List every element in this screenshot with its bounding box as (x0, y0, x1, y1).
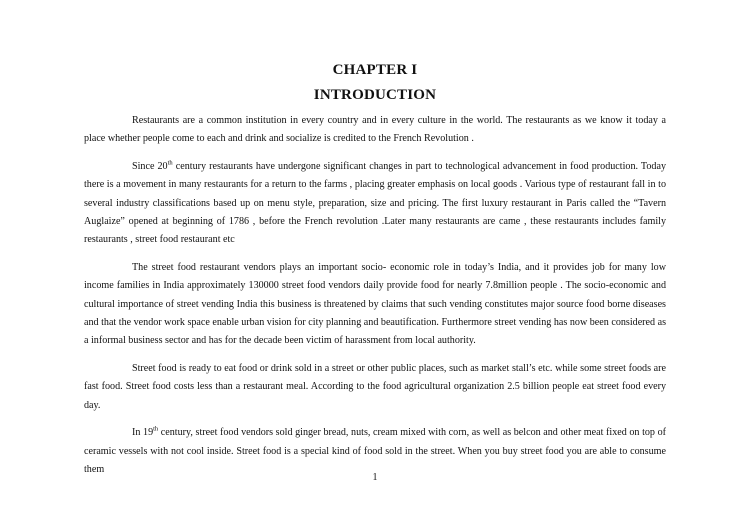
paragraph-restaurant-history: Since 20th century restaurants have undergone significant changes in part to technological advancement in food production. Today there is a movement in many restaurants for a return to the farms , placing greater emphasis on local goods . Various type of restaurant fall in to several industry classifications based up on menu style, preparation, size and pricing. The first luxury restaurant in Paris called the “Tavern Auglaize” opened at beginning of 1786 , before the French revolution .Later many restaurants are came , these restaurants includes family restaurants , street food restaurant etc (84, 159, 666, 246)
page-number: 1 (372, 472, 378, 483)
chapter-label: CHAPTER I (332, 62, 418, 78)
body-text (84, 112, 666, 488)
chapter-title: INTRODUCTION (313, 87, 437, 103)
paragraph-street-food-definition: Street food is ready to eat food or drink sold in a street or other public places, such as market stall’s etc. while some street foods are fast food. Street food costs less than a restaurant meal. According to the food agricultural organization 2.5 billion people eat street food every day. (84, 362, 666, 411)
paragraph-street-food-history: In 19th century, street food vendors sold ginger bread, nuts, cream mixed with corn, as well as belcon and other meat fixed on top of ceramic vessels with not cool inside. Street food is a special kind of food sold in the street. When you buy street food you are able to consume them (84, 425, 666, 475)
paragraph-restaurants-intro: Restaurants are a common institution in every country and in every culture in the world. The restaurants as we know it today a place whether people come to each and drink and socialize is credited to the French Revolution . (84, 115, 666, 145)
paragraph-street-vendors: The street food restaurant vendors plays an important socio- economic role in today’s India, and it provides job for many low income families in India approximately 130000 street food vendors daily provide food for nearly 7.8million people . The socio-economic and cultural importance of street vending India this business is threatened by claims that such vending constitutes major source food borne diseases and that the vendor work space enable urban vision for city planning and beautification. Furthermore street vending has now been considered as a informal business sector and has for the decade been victim of harassment from local authority. (84, 261, 666, 347)
